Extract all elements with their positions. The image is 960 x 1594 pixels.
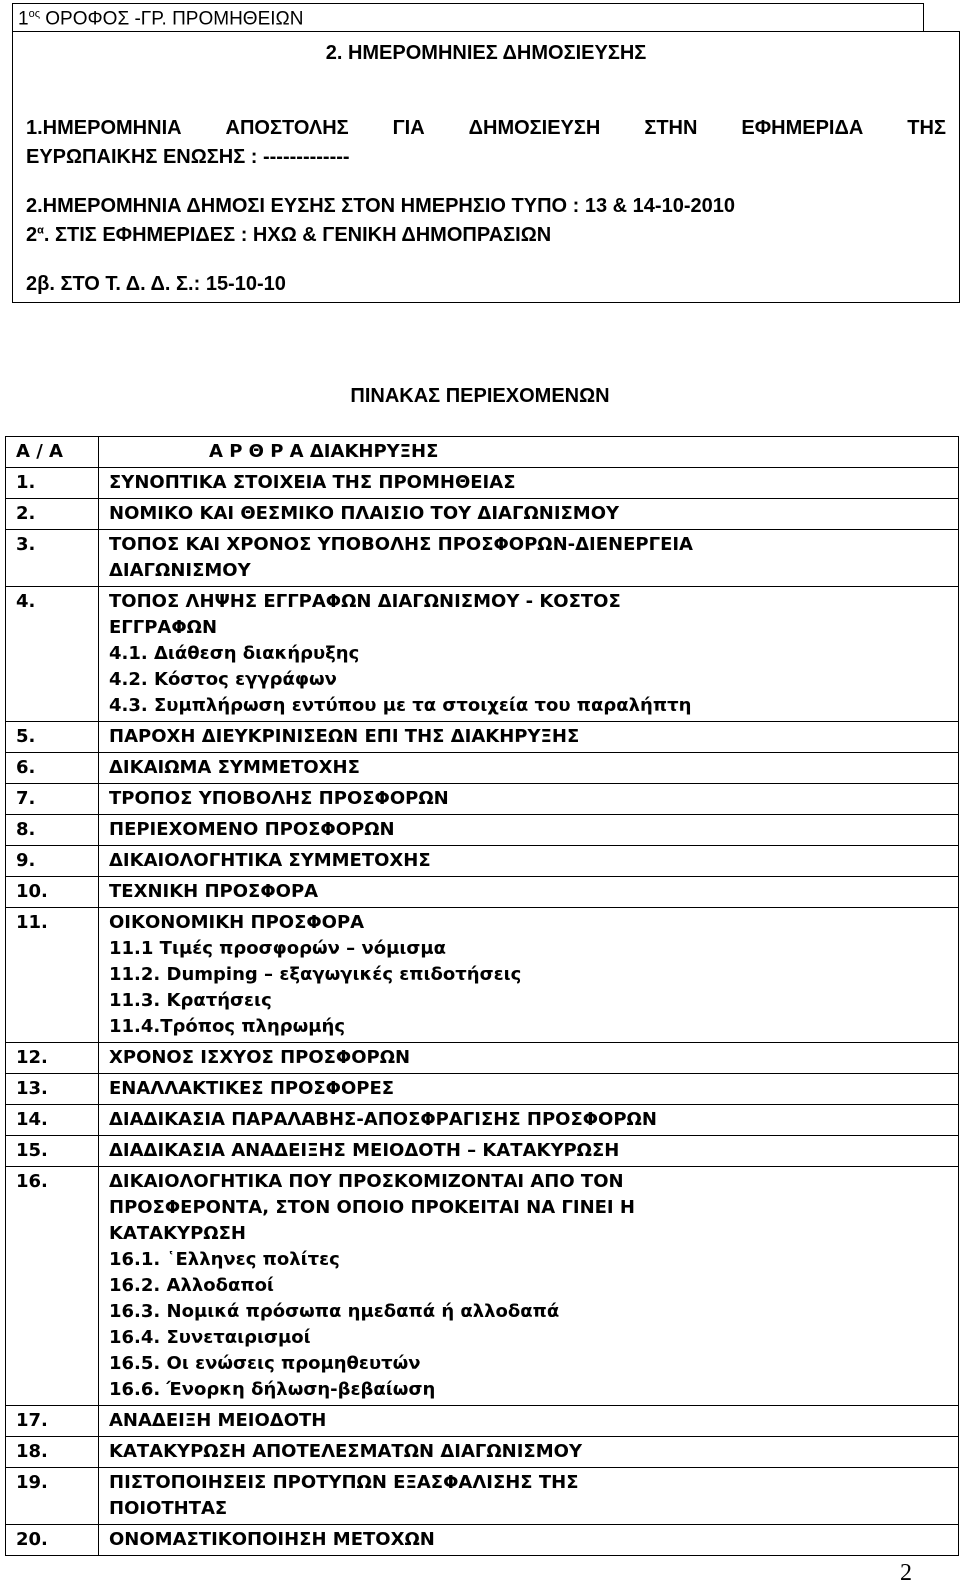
toc-row [6,753,959,784]
toc-row-line: 11.3. Κρατήσεις [109,990,272,1011]
toc-row-title [99,722,959,753]
toc-row-number: 12. [6,1043,99,1074]
newspapers-line [26,224,946,247]
toc-row-title [99,1437,959,1468]
toc-row-line: ΤΟΠΟΣ ΚΑΙ ΧΡΟΝΟΣ ΥΠΟΒΟΛΗΣ ΠΡΟΣΦΟΡΩΝ-ΔΙΕΝΕΡΓΕΙΑ [109,534,693,555]
toc-row [6,1136,959,1167]
toc-row-line: ΤΡΟΠΟΣ ΥΠΟΒΟΛΗΣ ΠΡΟΣΦΟΡΩΝ [109,788,449,809]
toc-row-number: 8. [6,815,99,846]
toc-row-line: ΚΑΤΑΚΥΡΩΣΗ [109,1223,246,1244]
toc-row-title [99,1167,959,1406]
toc-header-row [6,437,959,468]
toc-row [6,1105,959,1136]
toc-row-number: 9. [6,846,99,877]
toc-row [6,1406,959,1437]
toc-row-line: ΕΓΓΡΑΦΩΝ [109,617,218,638]
toc-row-line: ΔΙΑΔΙΚΑΣΙΑ ΠΑΡΑΛΑΒΗΣ-ΑΠΟΣΦΡΑΓΙΣΗΣ ΠΡΟΣΦΟΡΩΝ [109,1109,657,1130]
toc-row-title [99,499,959,530]
eu-publication-line-cont: ΕΥΡΩΠΑΙΚΗΣ ΕΝΩΣΗΣ : ------------- [26,146,350,168]
toc-row-line: ΣΥΝΟΠΤΙΚΑ ΣΤΟΙΧΕΙΑ ΤΗΣ ΠΡΟΜΗΘΕΙΑΣ [109,472,516,493]
toc-row-title [99,784,959,815]
eu-publication-word: ΑΠΟΣΤΟΛΗΣ [225,117,349,139]
toc-row-title [99,1074,959,1105]
eu-publication-word: ΕΦΗΜΕΡΙΔΑ [741,117,864,139]
toc-row-line: ΠΑΡΟΧΗ ΔΙΕΥΚΡΙΝΙΣΕΩΝ ΕΠΙ ΤΗΣ ΔΙΑΚΗΡΥΞΗΣ [109,726,580,747]
toc-row-title [99,1525,959,1556]
toc-row-title [99,1406,959,1437]
eu-publication-word: ΓΙΑ [392,117,425,139]
toc-row [6,1468,959,1525]
toc-row-line: 16.6. Ένορκη δήλωση-βεβαίωση [109,1379,436,1400]
department-header [12,3,924,32]
department-label: ΟΡΟΦΟΣ -ΓΡ. ΠΡΟΜΗΘΕΙΩΝ [40,8,304,30]
toc-row [6,530,959,587]
toc-row-number: 6. [6,753,99,784]
eu-publication-word: ΣΤΗΝ [644,117,698,139]
toc-row [6,1167,959,1406]
toc-row-line: ΠΡΟΣΦΕΡΟΝΤΑ, ΣΤΟΝ ΟΠΟΙΟ ΠΡΟΚΕΙΤΑΙ ΝΑ ΓΙΝΕΙ Η [109,1197,635,1218]
toc-row-line: ΔΙΑΔΙΚΑΣΙΑ ΑΝΑΔΕΙΞΗΣ ΜΕΙΟΔΟΤΗ – ΚΑΤΑΚΥΡΩΣΗ [109,1140,620,1161]
toc-row-title [99,846,959,877]
toc-header-number: Α / Α [6,437,99,468]
toc-row [6,1437,959,1468]
toc-row-line: ΠΕΡΙΕΧΟΜΕΝΟ ΠΡΟΣΦΟΡΩΝ [109,819,395,840]
toc-row-number: 1. [6,468,99,499]
toc-row [6,468,959,499]
toc-row-line: ΤΕΧΝΙΚΗ ΠΡΟΣΦΟΡΑ [109,881,319,902]
toc-row-title [99,468,959,499]
toc-row-number: 11. [6,908,99,1043]
toc-row-number: 2. [6,499,99,530]
toc-row-number: 15. [6,1136,99,1167]
toc-row [6,722,959,753]
toc-row [6,877,959,908]
toc-row-line: ΕΝΑΛΛΑΚΤΙΚΕΣ ΠΡΟΣΦΟΡΕΣ [109,1078,395,1099]
toc-row-number: 4. [6,587,99,722]
toc-row [6,908,959,1043]
toc-row-title [99,1043,959,1074]
toc-row [6,499,959,530]
newspapers-line-text: . ΣΤΙΣ ΕΦΗΜΕΡΙΔΕΣ : ΗΧΩ & ΓΕΝΙΚΗ ΔΗΜΟΠΡΑΣΙΩΝ [43,224,552,246]
daily-press-date-line: 2.ΗΜΕΡΟΜΗΝΙΑ ΔΗΜΟΣΙ ΕΥΣΗΣ ΣΤΟΝ ΗΜΕΡΗΣΙΟ ΤΥΠΟ : 13 & 14-10-2010 [26,195,735,217]
toc-row-line: 4.1. Διάθεση διακήρυξης [109,643,360,664]
toc-row [6,587,959,722]
toc-row-number: 3. [6,530,99,587]
publication-dates-title: 2. ΗΜΕΡΟΜΗΝΙΕΣ ΔΗΜΟΣΙΕΥΣΗΣ [325,42,647,64]
floor-superscript: ος [28,8,40,20]
eu-publication-word: 1.ΗΜΕΡΟΜΗΝΙΑ [26,117,182,139]
toc-row-line: ΟΙΚΟΝΟΜΙΚΗ ΠΡΟΣΦΟΡΑ [109,912,365,933]
newspapers-line-sup: α [37,224,44,237]
toc-header-articles [99,437,959,468]
toc-row-number: 19. [6,1468,99,1525]
toc-row-line: 16.1. ῾Ελληνες πολίτες [109,1249,340,1270]
toc-row [6,784,959,815]
toc-row-line: ΔΙΚΑΙΟΛΟΓΗΤΙΚΑ ΣΥΜΜΕΤΟΧΗΣ [109,850,431,871]
eu-publication-word: ΔΗΜΟΣΙΕΥΣΗ [468,117,601,139]
toc-row-line: 16.2. Αλλοδαποί [109,1275,274,1296]
toc-row-title [99,877,959,908]
floor-number: 1 [18,8,29,30]
toc-row-title [99,908,959,1043]
toc-row-title [99,753,959,784]
toc-row-title [99,1105,959,1136]
toc-row-number: 14. [6,1105,99,1136]
toc-row-number: 13. [6,1074,99,1105]
toc-header-articles-label: Α Ρ Θ Ρ Α ΔΙΑΚΗΡΥΞΗΣ [209,441,439,462]
toc-row-number: 20. [6,1525,99,1556]
toc-title: ΠΙΝΑΚΑΣ ΠΕΡΙΕΧΟΜΕΝΩΝ [350,385,610,407]
toc-row-line: ΟΝΟΜΑΣΤΙΚΟΠΟΙΗΣΗ ΜΕΤΟΧΩΝ [109,1529,435,1550]
toc-row-number: 10. [6,877,99,908]
toc-row-number: 17. [6,1406,99,1437]
toc-row-line: ΔΙΑΓΩΝΙΣΜΟΥ [109,560,251,581]
toc-row [6,1043,959,1074]
toc-row-title [99,815,959,846]
eu-publication-word: ΤΗΣ [907,117,946,139]
toc-row-line: 16.3. Νομικά πρόσωπα ημεδαπά ή αλλοδαπά [109,1301,560,1322]
toc-body [6,468,959,1556]
toc-row-line: 16.5. Οι ενώσεις προμηθευτών [109,1353,421,1374]
toc-row-line: ΚΑΤΑΚΥΡΩΣΗ ΑΠΟΤΕΛΕΣΜΑΤΩΝ ΔΙΑΓΩΝΙΣΜΟΥ [109,1441,582,1462]
toc-row-number: 16. [6,1167,99,1406]
toc-row-line: 11.1 Τιμές προσφορών – νόμισμα [109,938,446,959]
newspapers-line-prefix: 2 [26,224,38,246]
toc-row [6,1525,959,1556]
toc-row-line: ΧΡΟΝΟΣ ΙΣΧΥΟΣ ΠΡΟΣΦΟΡΩΝ [109,1047,411,1068]
toc-row-title [99,1468,959,1525]
toc-row-line: ΔΙΚΑΙΟΛΟΓΗΤΙΚΑ ΠΟΥ ΠΡΟΣΚΟΜΙΖΟΝΤΑΙ ΑΠΟ ΤΟΝ [109,1171,624,1192]
toc-row-line: 11.2. Dumping – εξαγωγικές επιδοτήσεις [109,964,522,985]
toc-table [5,436,959,1556]
toc-row-number: 18. [6,1437,99,1468]
toc-row-number: 7. [6,784,99,815]
toc-row-line: ΑΝΑΔΕΙΞΗ ΜΕΙΟΔΟΤΗ [109,1410,327,1431]
tdds-date-line: 2β. ΣΤΟ Τ. Δ. Δ. Σ.: 15-10-10 [26,273,286,295]
toc-row-line: 4.2. Κόστος εγγράφων [109,669,337,690]
toc-row-line: ΠΟΙΟΤΗΤΑΣ [109,1498,228,1519]
toc-row-line: 4.3. Συμπλήρωση εντύπου με τα στοιχεία του παραλήπτη [109,695,692,716]
toc-row-line: ΠΙΣΤΟΠΟΙΗΣΕΙΣ ΠΡΟΤΥΠΩΝ ΕΞΑΣΦΑΛΙΣΗΣ ΤΗΣ [109,1472,579,1493]
toc-row-line: ΝΟΜΙΚΟ ΚΑΙ ΘΕΣΜΙΚΟ ΠΛΑΙΣΙΟ ΤΟΥ ΔΙΑΓΩΝΙΣΜΟΥ [109,503,620,524]
toc-row-line: ΔΙΚΑΙΩΜΑ ΣΥΜΜΕΤΟΧΗΣ [109,757,360,778]
toc-row-line: ΤΟΠΟΣ ΛΗΨΗΣ ΕΓΓΡΑΦΩΝ ΔΙΑΓΩΝΙΣΜΟΥ - ΚΟΣΤΟΣ [109,591,621,612]
toc-row-title [99,587,959,722]
toc-row-title [99,1136,959,1167]
publication-dates-box [12,31,960,303]
toc-row [6,815,959,846]
page-number: 2 [900,1560,912,1586]
toc-row-line: 16.4. Συνεταιρισμοί [109,1327,311,1348]
eu-publication-line [26,117,946,140]
toc-row-title [99,530,959,587]
toc-row [6,846,959,877]
toc-row-number: 5. [6,722,99,753]
toc-row-line: 11.4.Τρόπος πληρωμής [109,1016,346,1037]
toc-row [6,1074,959,1105]
